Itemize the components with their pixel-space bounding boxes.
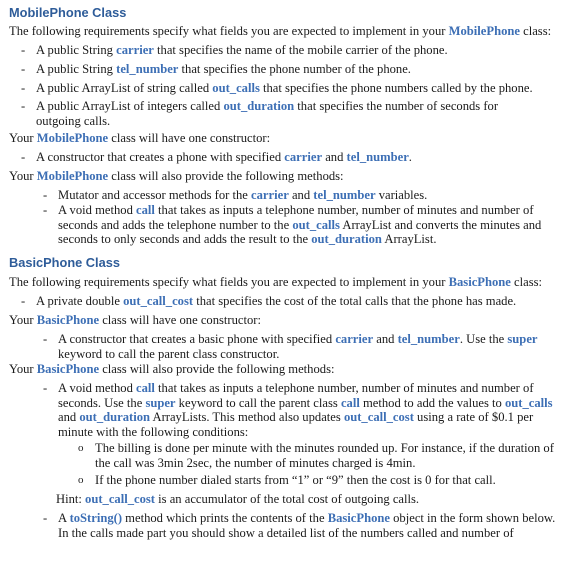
field-tel-number [21, 62, 569, 77]
text-run: class will also provide the following methods: [108, 169, 344, 183]
text-run: ArrayList and converts the minutes and seconds to only seconds and adds the result to the [58, 217, 542, 247]
bullet-dash: - [43, 511, 48, 525]
text-run: The following requirements specify what fields you are expected to implement in your [9, 275, 449, 289]
bullet-dash: - [43, 188, 48, 202]
code-identifier: tel_number [313, 188, 376, 202]
bullet-dash: - [21, 150, 26, 164]
code-identifier: BasicPhone [327, 511, 390, 525]
text-run: A public ArrayList of string called [36, 81, 213, 95]
text-run: Your [9, 169, 37, 183]
text-run: A void method [58, 203, 137, 217]
mobilephone-ctor [21, 150, 569, 165]
text-run: Mutator and accessor methods for the [58, 188, 252, 202]
text-run: class will have one constructor: [108, 131, 271, 145]
text-run: method which prints the contents of the [122, 511, 328, 525]
condition-rounding: o The billing is done per minute with the minutes rounded up. For instance, if the duration of the call was 3min 2sec, the number of minutes charged is 4min. [78, 441, 554, 470]
basicphone-intro [9, 275, 569, 290]
bullet-circle: o [78, 442, 84, 454]
bullet-dash: - [43, 381, 48, 395]
text-run: A public String [36, 62, 117, 76]
code-identifier: out_call_cost [85, 492, 156, 506]
text-run: A constructor that creates a phone with specified [36, 150, 285, 164]
text-run: ArrayList. [381, 232, 437, 247]
text-run: A [58, 511, 70, 525]
text-run: object in the form shown below. In the calls made part you should show a detailed list of the numbers called and number of [58, 511, 556, 540]
text-run: keyword to call the parent class constructor. [58, 346, 280, 361]
field-carrier [21, 43, 569, 58]
method-mutators [43, 188, 569, 203]
text-run: that specifies the name of the mobile carrier of the phone. [153, 43, 448, 57]
bullet-dash: - [43, 203, 48, 217]
text-run: Hint: [56, 492, 86, 506]
text-run: and [322, 150, 347, 164]
text-run: A public ArrayList of integers called [36, 99, 224, 113]
text-run: A public String [36, 43, 117, 57]
code-identifier: carrier [284, 150, 323, 164]
text-run: Your [9, 131, 37, 145]
text-run: that specifies the phone number of the phone. [178, 62, 411, 76]
mobilephone-intro [9, 24, 569, 39]
code-identifier: out_duration [311, 232, 382, 247]
text-run: method to add the values to [359, 395, 505, 410]
text-run: A constructor that creates a basic phone with specified [58, 332, 336, 346]
code-identifier: tel_number [397, 332, 460, 346]
text-run: Your [9, 313, 37, 327]
text-run: keyword to call the parent class [175, 395, 341, 410]
text-run: class will also provide the following methods: [99, 362, 335, 376]
field-out-call-cost [21, 294, 569, 309]
code-identifier: BasicPhone [36, 313, 100, 327]
text-run: class: [519, 24, 552, 38]
hint-text [56, 492, 569, 507]
code-identifier: BasicPhone [36, 362, 100, 376]
basicphone-ctor [43, 332, 558, 361]
code-identifier: out_call_cost [343, 410, 414, 425]
code-identifier: MobilePhone [36, 131, 109, 145]
code-identifier: MobilePhone [448, 24, 520, 38]
mobilephone-heading: MobilePhone Class [9, 5, 127, 20]
basicphone-methods-intro [9, 362, 569, 377]
code-identifier: call [340, 395, 360, 410]
code-identifier: tel_number [346, 150, 409, 164]
condition-free-numbers: o If the phone number dialed starts from “1” or “9” then the cost is 0 for that call. [78, 473, 496, 487]
text-run: using a rate of $0.1 per minute with the following conditions: [58, 410, 534, 439]
bullet-dash: - [21, 43, 26, 57]
code-identifier: carrier [251, 188, 289, 202]
field-out-duration [21, 99, 526, 128]
text-run: A void method [58, 381, 137, 395]
code-identifier: super [145, 395, 176, 410]
text-run: and [373, 332, 398, 346]
method-tostring [43, 511, 563, 540]
text-run: that specifies the number of seconds for outgoing calls. [36, 99, 499, 128]
text-run: that takes as inputs a telephone number, number of minutes and number of seconds and adds the telephone number to the [58, 203, 534, 232]
text-run: and [288, 188, 314, 202]
text-run: variables. [375, 188, 428, 202]
code-identifier: out_duration [79, 410, 151, 425]
code-identifier: tel_number [116, 62, 179, 76]
bullet-dash: - [43, 332, 48, 346]
basicphone-ctor-intro [9, 313, 569, 328]
basic-method-call [43, 381, 563, 439]
text-run: The following requirements specify what fields you are expected to implement in your [9, 24, 449, 38]
code-identifier: BasicPhone [448, 275, 511, 289]
code-identifier: super [507, 332, 538, 346]
bullet-dash: - [21, 294, 26, 308]
bullet-dash: - [21, 62, 26, 76]
code-identifier: call [136, 203, 155, 217]
code-identifier: out_calls [292, 217, 340, 232]
mobilephone-ctor-intro [9, 131, 569, 146]
text-run: A private double [36, 294, 124, 308]
code-identifier: out_duration [223, 99, 295, 113]
code-identifier: toString() [69, 511, 123, 525]
basicphone-heading: BasicPhone Class [9, 255, 120, 270]
text-run: class: [510, 275, 543, 289]
mobilephone-methods-intro [9, 169, 569, 184]
text-run: that takes as inputs a telephone number, number of minutes and number of seconds. Use the [58, 381, 534, 410]
method-call [43, 203, 563, 247]
code-identifier: out_calls [505, 395, 553, 410]
text-run: that specifies the phone numbers called by the phone. [259, 81, 533, 95]
text-run: . [408, 150, 412, 164]
field-out-calls [21, 81, 569, 96]
text-run: is an accumulator of the total cost of outgoing calls. [155, 492, 420, 506]
text-run: Your [9, 362, 37, 376]
code-identifier: out_calls [212, 81, 260, 95]
code-identifier: carrier [335, 332, 374, 346]
text-run: . Use the [459, 332, 508, 346]
code-identifier: carrier [116, 43, 154, 57]
bullet-dash: - [21, 99, 26, 113]
text-run: and [58, 410, 80, 425]
text-run: class will have one constructor: [99, 313, 261, 327]
bullet-dash: - [21, 81, 26, 95]
code-identifier: call [136, 381, 155, 395]
text-run: ArrayLists. This method also updates [150, 410, 344, 425]
code-identifier: out_call_cost [123, 294, 194, 308]
code-identifier: MobilePhone [36, 169, 109, 183]
text-run: that specifies the cost of the total calls that the phone has made. [193, 294, 517, 308]
bullet-circle: o [78, 474, 84, 486]
